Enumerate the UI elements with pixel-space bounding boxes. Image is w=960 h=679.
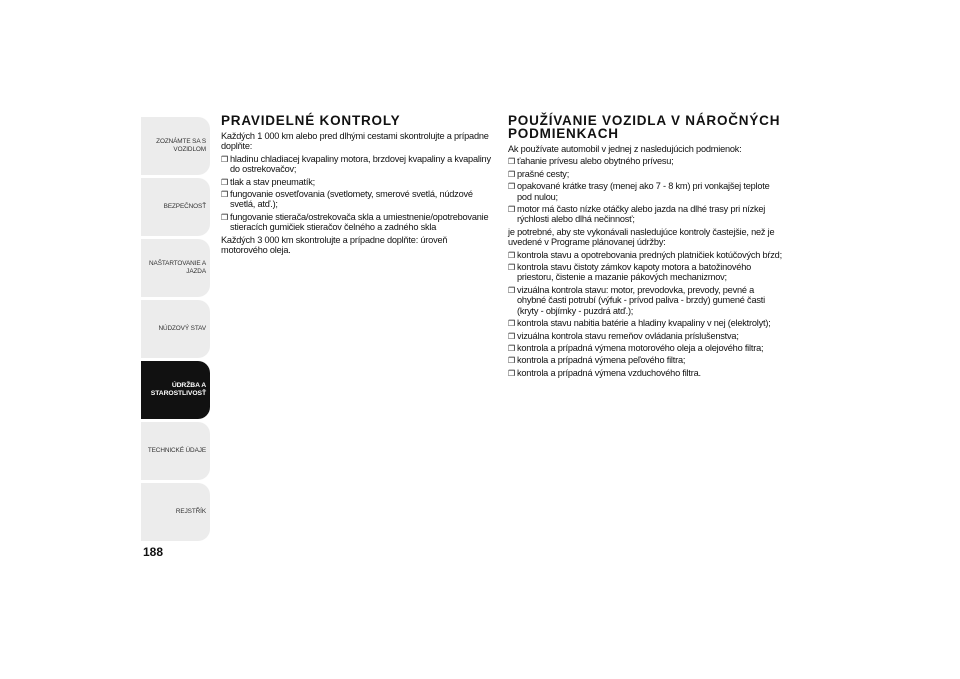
list-item: ❒ fungovanie stierača/ostrekovača skla a umiestnenie/opotrebovanie stieracích gumičiek stieračov čelného a zadného skla — [221, 211, 489, 233]
checkbox-bullet-icon: ❒ — [508, 285, 515, 295]
checkbox-bullet-icon: ❒ — [508, 250, 515, 260]
tab-zoznamte-sa[interactable] — [141, 117, 210, 175]
list-item: ❒ kontrola stavu nabitia batérie a hladiny kvapaliny v nej (elektrolyt); — [508, 318, 771, 329]
checkbox-bullet-icon: ❒ — [508, 331, 515, 341]
list-item: ❒ kontrola a prípadná výmena peľového filtra; — [508, 355, 686, 366]
tab-nastartovanie[interactable] — [141, 239, 210, 297]
list-item: ❒ ťahanie prívesu alebo obytného prívesu; — [508, 156, 674, 167]
checkbox-bullet-icon: ❒ — [508, 319, 515, 329]
checkbox-bullet-icon: ❒ — [508, 157, 515, 167]
tab-label: BEZPEČNOSŤ — [163, 203, 206, 210]
checkbox-bullet-icon: ❒ — [221, 212, 228, 222]
section-heading: PRAVIDELNÉ KONTROLY — [221, 113, 401, 128]
checkbox-bullet-icon: ❒ — [221, 190, 228, 200]
list-item: ❒ opakované krátke trasy (menej ako 7 - 8 km) pri vonkajšej teplote pod nulou; — [508, 181, 770, 202]
checkbox-bullet-icon: ❒ — [508, 356, 515, 366]
tab-label: ÚDRŽBA A STAROSTLIVOSŤ — [150, 382, 206, 397]
checkbox-bullet-icon: ❒ — [508, 368, 515, 378]
checkbox-bullet-icon: ❒ — [221, 177, 228, 187]
check-list — [221, 154, 493, 233]
list-item: ❒ tlak a stav pneumatík; — [221, 176, 315, 187]
checkbox-bullet-icon: ❒ — [508, 205, 515, 215]
tab-label: NAŠTARTOVANIE A JAZDA — [149, 260, 206, 275]
intro-text: Ak používate automobil v jednej z nasledujúcich podmienok: — [508, 144, 742, 154]
checkbox-bullet-icon: ❒ — [508, 263, 515, 273]
tab-nudzovy-stav[interactable] — [141, 300, 210, 358]
list-item: ❒ prašné cesty; — [508, 168, 570, 179]
checkbox-bullet-icon: ❒ — [508, 169, 515, 179]
page-number: 188 — [143, 545, 164, 559]
checkbox-bullet-icon: ❒ — [508, 182, 515, 192]
tab-label: ZOZNÁMTE SA S VOZIDLOM — [156, 138, 206, 153]
checkbox-bullet-icon: ❒ — [508, 343, 515, 353]
list-item: ❒ vizuálna kontrola stavu remeňov ovládania príslušenstva; — [508, 330, 739, 341]
heavy-conditions-section — [508, 114, 782, 380]
list-item: ❒ kontrola stavu a opotrebovania predných platničiek kotúčových bŕzd; — [508, 249, 782, 260]
tab-bezpecnost[interactable] — [141, 178, 210, 236]
checks-list — [508, 250, 782, 378]
list-item: ❒ kontrola a prípadná výmena motorového oleja a olejového filtra; — [508, 342, 764, 353]
checkbox-bullet-icon: ❒ — [221, 154, 228, 164]
tab-technicke-udaje[interactable] — [141, 422, 210, 480]
regular-checks-section — [221, 114, 493, 257]
tab-rejstrik[interactable] — [141, 483, 210, 541]
list-item: ❒ kontrola a prípadná výmena vzduchového filtra. — [508, 367, 701, 378]
list-item: ❒ motor má často nízke otáčky alebo jazda na dlhé trasy pri nízkej rýchlosti alebo dlhá nečinnosť; — [508, 204, 766, 225]
section-heading: POUŽÍVANIE VOZIDLA V NÁROČNÝCH PODMIENKACH — [508, 113, 781, 141]
intro-text: Každých 1 000 km alebo pred dlhými cestami skontrolujte a prípadne doplňte: — [221, 131, 489, 152]
middle-text: je potrebné, aby ste vykonávali nasledujúce kontroly častejšie, než je uvedené v Programe plánovanej údržby: — [508, 226, 775, 248]
tab-label: TECHNICKÉ ÚDAJE — [147, 447, 206, 454]
conditions-list — [508, 156, 782, 224]
list-item: ❒ fungovanie osvetľovania (svetlomety, smerové svetlá, núdzové svetlá, atď.); — [221, 189, 473, 210]
list-item: ❒ vizuálna kontrola stavu: motor, prevodovka, prevody, pevné a ohybné časti potrubí (výfuk - prívod paliva - brzdy) gumené časti (kryty - objímky - puzdrá atď.); — [508, 284, 765, 316]
tab-label: NÚDZOVÝ STAV — [158, 325, 206, 332]
outro-text: Každých 3 000 km skontrolujte a prípadne doplňte: úroveň motorového oleja. — [221, 234, 448, 256]
list-item: ❒ kontrola stavu čistoty zámkov kapoty motora a batožinového priestoru, čistenie a mazanie pákových mechanizmov; — [508, 262, 752, 283]
tab-label: REJSTŘÍK — [175, 508, 206, 515]
list-item: ❒ hladinu chladiacej kvapaliny motora, brzdovej kvapaliny a kvapaliny do ostrekovačov; — [221, 153, 491, 175]
chapter-sidebar — [141, 117, 210, 544]
tab-udrzba[interactable] — [141, 361, 210, 419]
